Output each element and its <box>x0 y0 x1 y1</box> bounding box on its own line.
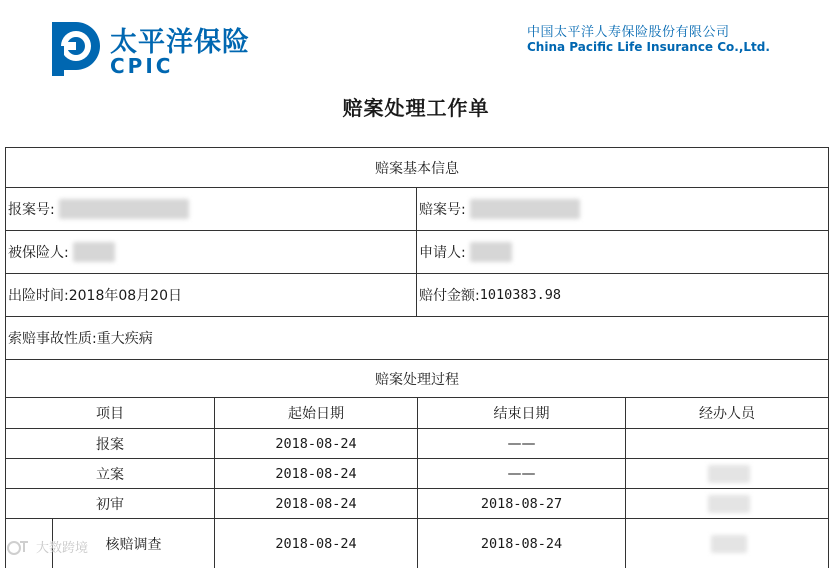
watermark <box>6 537 88 556</box>
basic-info-title: 赔案基本信息 <box>375 160 459 177</box>
redacted-handler-name <box>708 465 750 483</box>
row-end-date: 2018-08-24 <box>480 535 563 552</box>
row-start-date: 2018-08-24 <box>275 535 357 552</box>
redacted-handler-name <box>708 495 750 513</box>
column-header-handler: 经办人员 <box>699 406 755 422</box>
insured-field <box>6 231 416 273</box>
claim-number-row <box>6 188 828 231</box>
table-row <box>6 489 828 519</box>
redacted-insured-name <box>73 242 115 262</box>
row-handler <box>626 429 828 458</box>
redacted-handler-name <box>711 535 747 553</box>
row-handler <box>626 489 828 518</box>
row-item: 报案 <box>96 436 124 453</box>
party-row <box>6 231 828 274</box>
document-header <box>0 0 832 140</box>
column-header-end-date: 结束日期 <box>493 406 550 422</box>
table-row <box>6 459 828 489</box>
insured-label: 被保险人: <box>8 245 69 261</box>
accident-nature-row <box>6 317 828 360</box>
row-end-date: —— <box>507 465 536 482</box>
process-column-headers <box>6 398 828 429</box>
accident-nature-value: 重大疾病 <box>96 331 153 347</box>
row-start-date: 2018-08-24 <box>275 435 357 452</box>
row-item: 初审 <box>96 496 124 513</box>
accident-time-value: 2018年08月20日 <box>68 288 182 304</box>
company-name-english: China Pacific Life Insurance Co.,Ltd. <box>527 40 770 54</box>
cpic-logo-icon <box>46 18 102 76</box>
accident-time-field <box>6 274 416 316</box>
redacted-applicant-name <box>470 242 512 262</box>
process-header-row <box>6 360 828 398</box>
accident-nature-field <box>6 317 828 359</box>
row-start-date: 2018-08-24 <box>275 465 357 482</box>
logo-chinese-name: 太平洋保险 <box>110 27 250 58</box>
applicant-label: 申请人: <box>419 245 466 261</box>
redacted-claim-number <box>470 199 580 219</box>
watermark-text: 大数跨境 <box>36 541 89 556</box>
claim-form <box>5 147 829 568</box>
row-item: 核赔调查 <box>105 536 162 553</box>
column-header-item: 项目 <box>96 406 124 422</box>
applicant-field <box>417 231 828 273</box>
company-name-chinese: 中国太平洋人寿保险股份有限公司 <box>527 25 730 40</box>
table-row <box>6 519 828 568</box>
accident-time-label: 出险时间: <box>8 288 69 304</box>
process-title: 赔案处理过程 <box>375 371 459 388</box>
row-end-date: —— <box>507 435 536 452</box>
report-number-label: 报案号: <box>8 202 55 218</box>
row-end-date: 2018-08-27 <box>480 495 563 512</box>
claim-number-label: 赔案号: <box>419 202 466 218</box>
page-title: 赔案处理工作单 <box>342 96 490 120</box>
accident-nature-label: 索赔事故性质: <box>8 331 97 347</box>
claim-number-field <box>417 188 828 230</box>
report-number-field <box>6 188 416 230</box>
payout-field <box>417 274 828 316</box>
row-start-date: 2018-08-24 <box>275 495 357 512</box>
row-handler <box>626 519 828 568</box>
row-item: 立案 <box>96 466 124 483</box>
payout-value: 1010383.98 <box>479 287 561 303</box>
column-header-start-date: 起始日期 <box>288 406 344 422</box>
watermark-logo-icon <box>6 538 32 556</box>
redacted-report-number <box>59 199 189 219</box>
table-row <box>6 429 828 459</box>
basic-info-header-row <box>6 148 828 188</box>
logo-english-name: CPIC <box>110 54 174 78</box>
payout-label: 赔付金额: <box>419 288 480 304</box>
row-handler <box>626 459 828 488</box>
accident-payout-row <box>6 274 828 317</box>
